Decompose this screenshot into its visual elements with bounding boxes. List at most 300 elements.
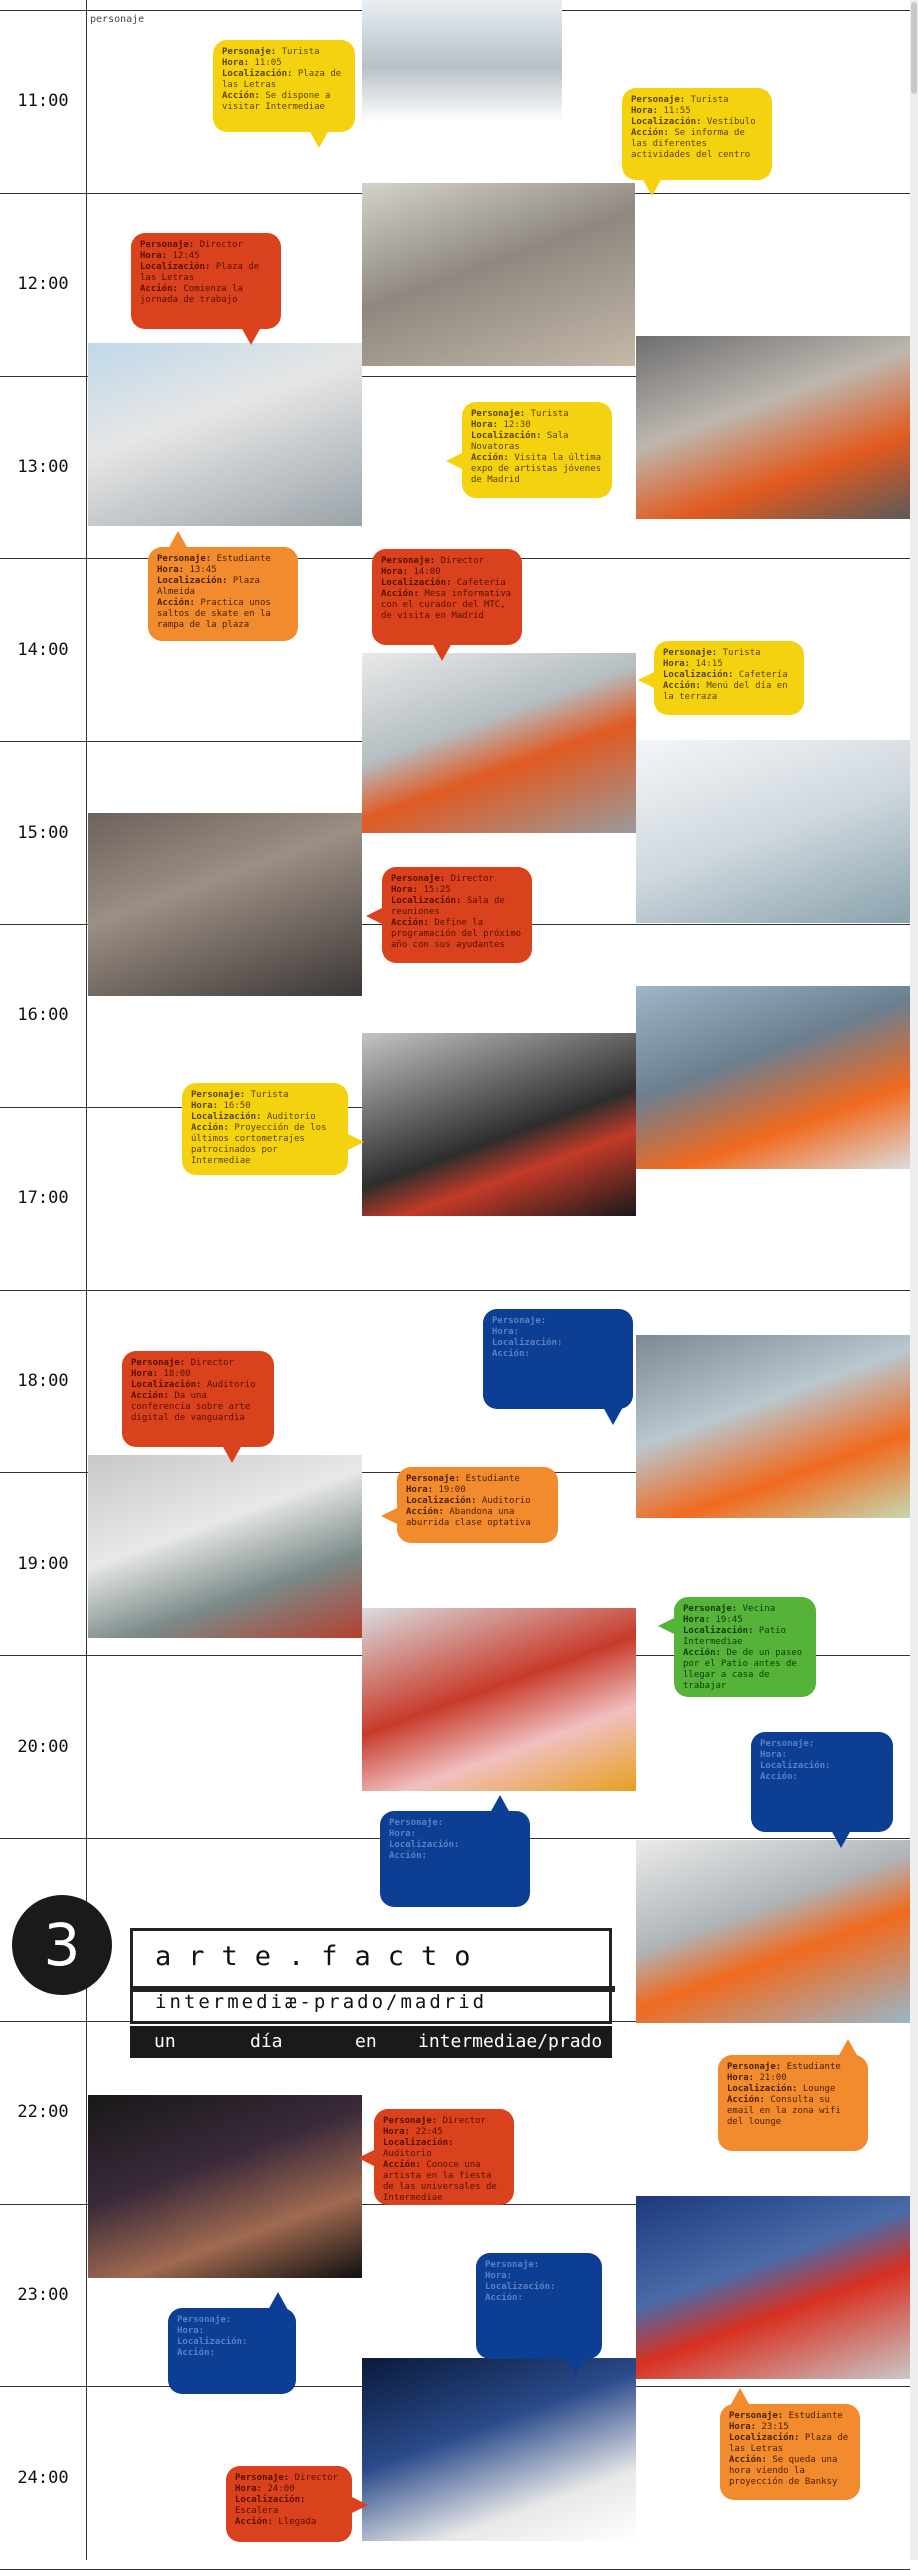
bubble-line [760,1750,884,1761]
bubble-line [235,2484,343,2495]
bubble-field-value: Cafetería [456,578,506,588]
bubble-field-label: Acción: [131,1391,169,1401]
speech-bubble [182,1083,348,1175]
scene-illustration [362,0,562,122]
bubble-field-value: Visita la última expo de artistas jóvenes de Madrid [471,453,602,485]
speech-bubble [397,1467,558,1543]
speech-bubble [168,2308,296,2394]
bubble-field-label: Hora: [131,1369,159,1379]
bubble-field-label: Acción: [729,2455,767,2465]
bubble-line [140,251,272,262]
bubble-field-value: 12:30 [503,420,531,430]
logo-bar-word: en [355,2031,377,2052]
bubble-line [131,1391,265,1424]
hour-label: 11:00 [17,91,69,112]
bubble-tail [350,2496,368,2514]
bubble-line [191,1090,339,1101]
logo-title: arte.facto [155,1941,488,1972]
scrollbar[interactable] [910,0,918,2560]
speech-bubble [380,1811,530,1907]
speech-bubble [382,867,532,963]
bubble-field-value: Turista [250,1090,289,1100]
bubble-line [391,918,523,951]
bubble-line [683,1615,807,1626]
bubble-field-value: Director [450,874,494,884]
bubble-field-value: Define la programación del próximo año con sus ayudantes [391,918,522,950]
scene-illustration [88,1455,362,1638]
bubble-field-label: Localización: [383,2138,454,2148]
bubble-field-label: Hora: [760,1750,788,1760]
bubble-field-label: Localización: [177,2337,248,2347]
column-header: personaje [90,14,145,25]
bubble-field-value: Estudiante [216,554,271,564]
bubble-line [683,1604,807,1615]
bubble-line [760,1761,884,1772]
bubble-field-label: Localización: [471,431,542,441]
bubble-line [177,2337,287,2348]
bubble-field-label: Localización: [391,896,462,906]
bubble-field-label: Personaje: [235,2473,290,2483]
hour-label: 20:00 [17,1736,69,1757]
bubble-line [140,284,272,306]
bubble-field-label: Hora: [492,1327,520,1337]
bubble-tail [309,130,329,148]
bubble-line [157,554,289,565]
bubble-line [381,556,513,567]
bubble-field-value: De de un paseo por el Patio antes de llegar a casa de trabajar [683,1648,803,1691]
bubble-line [760,1739,884,1750]
bubble-field-label: Hora: [157,565,185,575]
bubble-field-label: Personaje: [391,874,446,884]
bubble-field-label: Personaje: [389,1818,444,1828]
hour-label: 19:00 [17,1553,69,1574]
bubble-field-value: Director [442,2116,486,2126]
bubble-tail [490,1795,510,1813]
speech-bubble [720,2404,860,2500]
hour-label: 18:00 [17,1371,69,1391]
bubble-line [191,1101,339,1112]
bubble-field-label: Acción: [663,681,701,691]
bubble-field-label: Acción: [406,1507,444,1517]
bubble-field-value: Auditorio [266,1112,316,1122]
bubble-line [683,1648,807,1692]
bubble-field-label: Personaje: [492,1316,547,1326]
bubble-line [471,409,603,420]
bubble-field-value: Director [190,1358,234,1368]
bubble-line [235,2495,343,2517]
bubble-field-label: Localización: [631,117,702,127]
bubble-tail [658,1617,676,1635]
bubble-line [485,2293,593,2304]
bubble-line [235,2473,343,2484]
bubble-line [177,2326,287,2337]
speech-bubble [148,547,298,641]
bubble-line [492,1327,624,1338]
bubble-field-label: Acción: [760,1772,798,1782]
bubble-field-value: Director [440,556,484,566]
bubble-field-label: Hora: [383,2127,411,2137]
bubble-line [140,240,272,251]
bubble-line [383,2138,505,2160]
bubble-line [663,648,795,659]
bubble-line [406,1496,549,1507]
bubble-tail [730,2388,750,2406]
bubble-tail [268,2292,288,2310]
bubble-line [131,1369,265,1380]
bubble-field-label: Localización: [683,1626,754,1636]
speech-bubble [122,1351,274,1447]
bubble-line [383,2127,505,2138]
bubble-line [140,262,272,284]
bubble-field-value: Se queda una hora viendo la proyección de Banksy [729,2455,838,2487]
bubble-line [389,1818,521,1829]
scene-illustration [636,336,910,519]
logo-frame [130,1928,612,2024]
bubble-line [729,2422,851,2433]
bubble-field-value: Estudiante [465,1474,520,1484]
bubble-line [485,2271,593,2282]
bubble-field-label: Hora: [389,1829,417,1839]
logo-bar [130,2026,612,2058]
bubble-field-value: 23:15 [761,2422,789,2432]
speech-bubble [374,2109,514,2205]
speech-bubble [674,1597,816,1697]
bubble-line [157,565,289,576]
bubble-field-label: Hora: [631,106,659,116]
bubble-field-label: Acción: [471,453,509,463]
bubble-field-label: Acción: [177,2348,215,2358]
bubble-line [391,874,523,885]
bubble-field-label: Localización: [222,69,293,79]
bubble-field-label: Hora: [191,1101,219,1111]
bubble-field-value: 18:00 [163,1369,191,1379]
bubble-field-label: Hora: [663,659,691,669]
hour-label: 17:00 [17,1188,69,1209]
bubble-field-value: Menú del día en la terraza [663,681,788,702]
bubble-tail [381,1507,399,1525]
bubble-line [406,1485,549,1496]
bubble-line [391,885,523,896]
bubble-field-label: Personaje: [191,1090,246,1100]
bubble-field-value: Se informa de las diferentes actividades del centro [631,128,751,160]
scene-illustration [362,1608,636,1791]
bubble-field-label: Localización: [663,670,734,680]
bubble-field-value: Turista [722,648,761,658]
bubble-line [631,95,763,106]
bubble-field-label: Personaje: [760,1739,815,1749]
bubble-line [381,567,513,578]
bubble-line [729,2433,851,2455]
bubble-line [492,1316,624,1327]
bubble-field-value: 14:00 [413,567,441,577]
speech-bubble [483,1309,633,1409]
bubble-field-label: Personaje: [140,240,195,250]
bubble-field-label: Personaje: [406,1474,461,1484]
bubble-field-value: Vecina [742,1604,776,1614]
bubble-tail [638,671,656,689]
bubble-field-label: Personaje: [222,47,277,57]
bubble-line [389,1829,521,1840]
bubble-field-value: Lounge [802,2084,836,2094]
bubble-field-label: Personaje: [683,1604,738,1614]
bubble-field-value: 11:05 [254,58,282,68]
bubble-field-label: Acción: [381,589,419,599]
section-number-badge: 3 [12,1895,112,1995]
bubble-field-value: Plaza Almeida [157,576,260,597]
bubble-field-value: 13:45 [189,565,217,575]
bubble-field-value: Director [199,240,243,250]
bubble-field-label: Hora: [235,2484,263,2494]
logo-bar-word: un [154,2031,176,2052]
bubble-field-value: Estudiante [786,2062,841,2072]
bubble-field-value: 19:00 [438,1485,466,1495]
logo-block [130,1928,612,2058]
bubble-tail [366,907,384,925]
bubble-field-label: Hora: [683,1615,711,1625]
bubble-field-label: Acción: [191,1123,229,1133]
bubble-line [222,91,346,113]
bubble-line [471,431,603,453]
bubble-line [485,2260,593,2271]
bubble-line [663,681,795,703]
bubble-tail [168,531,188,549]
bubble-field-label: Localización: [235,2495,306,2505]
bubble-field-value: 24:00 [267,2484,295,2494]
speech-bubble [622,88,772,180]
bubble-field-value: Proyección de los últimos cortometrajes patrocinados por Intermediae [191,1123,327,1166]
bubble-field-value: Se dispone a visitar Intermediae [222,91,331,112]
bubble-field-label: Hora: [391,885,419,895]
bubble-line [727,2073,859,2084]
bubble-line [631,117,763,128]
bubble-field-label: Acción: [631,128,669,138]
hour-label: 16:00 [17,1005,69,1026]
bubble-field-value: 12:45 [172,251,200,261]
bubble-field-value: 22:45 [415,2127,443,2137]
bubble-field-value: Consulta su email en la zona wifi del lounge [727,2095,841,2127]
bubble-field-label: Hora: [222,58,250,68]
bubble-field-label: Acción: [683,1648,721,1658]
bubble-line [729,2455,851,2488]
bubble-field-value: Vestíbulo [706,117,756,127]
speech-bubble [372,549,522,645]
speech-bubble [213,40,355,132]
bubble-line [381,589,513,622]
bubble-tail [346,1133,364,1151]
bubble-field-label: Personaje: [131,1358,186,1368]
bubble-field-label: Acción: [391,918,429,928]
bubble-tail [241,327,261,345]
bubble-field-label: Acción: [222,91,260,101]
speech-bubble [751,1732,893,1832]
bubble-field-label: Hora: [727,2073,755,2083]
bubble-line [471,453,603,486]
bubble-line [406,1474,549,1485]
speech-bubble [476,2253,602,2359]
bubble-field-value: Practica unos saltos de skate en la rampa de la plaza [157,598,271,630]
bubble-line [406,1507,549,1529]
bubble-field-label: Acción: [140,284,178,294]
bubble-field-value: Plaza de las Letras [140,262,260,283]
logo-subtitle: intermediæ-prado/madrid [155,1991,488,2013]
scene-illustration [636,2196,910,2379]
bubble-field-label: Localización: [140,262,211,272]
bubble-tail [831,1830,851,1848]
bubble-field-value: Plaza de las Letras [729,2433,849,2454]
bubble-line [729,2411,851,2422]
scene-illustration [362,183,635,366]
bubble-field-label: Personaje: [177,2315,232,2325]
bubble-field-label: Acción: [492,1349,530,1359]
bubble-tail [566,2357,586,2375]
bubble-field-value: 15:25 [423,885,451,895]
bubble-field-label: Localización: [389,1840,460,1850]
bubble-field-value: Sala Novatoras [471,431,569,452]
bubble-field-label: Localización: [492,1338,563,1348]
bubble-field-label: Localización: [729,2433,800,2443]
bubble-field-value: Llegada [278,2517,317,2527]
logo-bar-word: intermediae/prado [418,2031,603,2052]
bubble-tail [358,2149,376,2167]
bubble-line [760,1772,884,1783]
bubble-field-label: Localización: [191,1112,262,1122]
speech-bubble [226,2466,352,2542]
bubble-field-label: Hora: [485,2271,513,2281]
scene-illustration [88,343,362,526]
hour-label: 23:00 [17,2285,69,2305]
bubble-line [492,1349,624,1360]
bubble-tail [603,1407,623,1425]
bubble-tail [642,178,662,196]
scene-illustration [636,740,910,923]
scene-illustration [88,2095,362,2278]
bubble-field-value: Auditorio [206,1380,256,1390]
bubble-line [235,2517,343,2528]
bubble-field-value: Conoce una artista en la fiesta de las universales de Intermediae [383,2160,497,2203]
bubble-field-label: Personaje: [631,95,686,105]
bubble-field-value: Plaza de las Letras [222,69,342,90]
scrollbar-thumb[interactable] [911,2,917,94]
hour-label: 24:00 [17,2467,69,2488]
speech-bubble [654,641,804,715]
bubble-field-value: Turista [281,47,320,57]
bubble-field-label: Acción: [235,2517,273,2527]
scene-illustration [636,1335,910,1518]
bubble-field-label: Hora: [729,2422,757,2432]
bubble-field-value: Turista [530,409,569,419]
bubble-field-value: Auditorio [383,2149,432,2159]
bubble-line [663,670,795,681]
hour-label: 12:00 [17,274,69,295]
bubble-line [131,1380,265,1391]
bubble-field-value: 21:00 [759,2073,787,2083]
bubble-line [727,2062,859,2073]
bubble-line [191,1112,339,1123]
bubble-field-value: Comienza la jornada de trabajo [140,284,243,305]
bubble-tail [838,2039,858,2057]
bubble-line [157,576,289,598]
bubble-field-label: Hora: [140,251,168,261]
hour-label: 15:00 [17,822,69,843]
bubble-line [631,106,763,117]
scene-illustration [636,986,910,1169]
bubble-line [391,896,523,918]
bubble-field-label: Hora: [471,420,499,430]
bubble-field-label: Personaje: [727,2062,782,2072]
bubble-field-value: Cafetería [738,670,788,680]
bubble-line [631,128,763,161]
bubble-field-label: Hora: [381,567,409,577]
bubble-field-label: Localización: [760,1761,831,1771]
bubble-field-label: Personaje: [729,2411,784,2421]
bubble-field-value: Auditorio [481,1496,531,1506]
bubble-field-label: Personaje: [663,648,718,658]
scene-illustration [362,1033,636,1216]
bubble-field-value: 16:50 [223,1101,251,1111]
bubble-field-label: Hora: [406,1485,434,1495]
scene-illustration [362,653,636,833]
speech-bubble [462,402,612,498]
bubble-line [383,2160,505,2204]
bubble-field-value: Turista [690,95,729,105]
bubble-field-label: Personaje: [157,554,212,564]
bubble-field-label: Acción: [383,2160,421,2170]
bubble-line [389,1840,521,1851]
bubble-tail [222,1445,242,1463]
bubble-field-label: Localización: [131,1380,202,1390]
bubble-line [727,2095,859,2128]
time-column [0,0,87,2560]
bubble-line [222,69,346,91]
bubble-field-label: Localización: [406,1496,477,1506]
bubble-line [222,47,346,58]
bubble-field-label: Hora: [177,2326,205,2336]
bubble-line [381,578,513,589]
bubble-line [177,2315,287,2326]
bubble-line [191,1123,339,1167]
bubble-line [177,2348,287,2359]
hour-row-divider [0,1290,910,1291]
bubble-field-value: Abandona una aburrida clase optativa [406,1507,531,1528]
bubble-line [157,598,289,631]
bubble-field-label: Acción: [389,1851,427,1861]
bubble-field-label: Localización: [157,576,228,586]
bubble-field-label: Personaje: [383,2116,438,2126]
bubble-field-label: Localización: [381,578,452,588]
bubble-line [222,58,346,69]
bubble-field-value: 14:15 [695,659,723,669]
bubble-field-value: Estudiante [788,2411,843,2421]
scene-illustration [88,813,362,996]
logo-bar-word: día [250,2031,283,2052]
speech-bubble [131,233,281,329]
bubble-line [492,1338,624,1349]
bubble-field-label: Personaje: [485,2260,540,2270]
scene-illustration [636,1840,910,2023]
bubble-field-value: Director [294,2473,338,2483]
bubble-tail [432,643,452,661]
scene-illustration [362,2358,636,2541]
bubble-field-label: Acción: [727,2095,765,2105]
hour-label: 13:00 [17,457,69,477]
bubble-line [471,420,603,431]
bubble-line [383,2116,505,2127]
bubble-field-label: Personaje: [381,556,436,566]
bubble-line [389,1851,521,1862]
bubble-line [727,2084,859,2095]
bubble-field-value: 19:45 [715,1615,743,1625]
bubble-field-label: Acción: [485,2293,523,2303]
